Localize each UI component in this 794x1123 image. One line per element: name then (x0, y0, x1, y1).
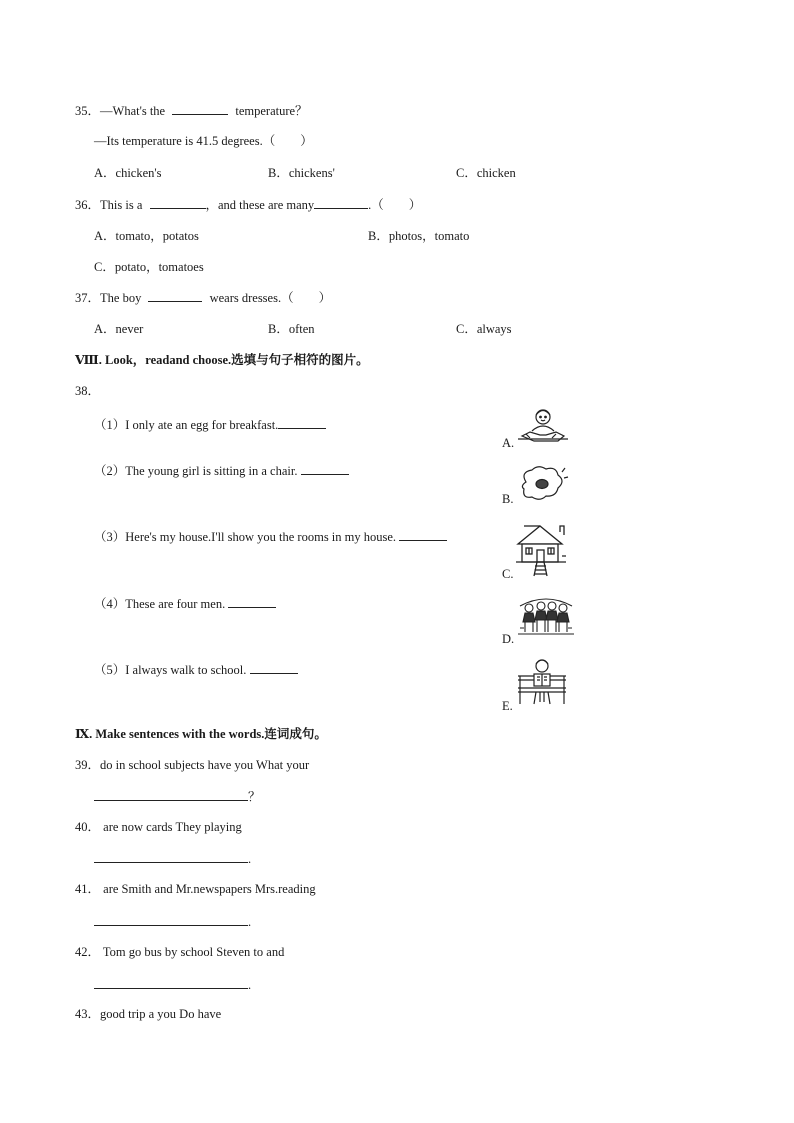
answer-blank[interactable] (278, 416, 326, 429)
question-number: 37． (75, 291, 101, 305)
answer-blank[interactable] (150, 196, 206, 209)
question-number: 39． (75, 758, 101, 772)
question-number: 42． (75, 945, 101, 959)
section-9-title: Ⅸ. Make sentences with the words.连词成句。 (75, 727, 327, 741)
question-42: 42． Tom go bus by school Steven to and (75, 945, 285, 959)
question-37: 37．The boy wears dresses.（ ） (75, 291, 332, 305)
option-b[interactable]: B．photos，tomato (368, 229, 470, 243)
picture-label-d: D. (502, 632, 515, 646)
answer-line-40: . (94, 850, 251, 867)
question-number: 43． (75, 1007, 101, 1021)
girl-in-chair-icon (514, 656, 570, 708)
answer-blank[interactable] (94, 976, 248, 989)
picture-label-e: E. (502, 699, 513, 713)
answer-blank[interactable] (399, 528, 447, 541)
question-40: 40． are now cards They playing (75, 820, 242, 834)
answer-blank[interactable] (314, 196, 368, 209)
answer-blank[interactable] (301, 462, 349, 475)
answer-line-42: . (94, 976, 251, 993)
match-item-5: （5）I always walk to school. (94, 661, 298, 678)
option-b[interactable]: B．chickens' (268, 166, 335, 180)
match-item-3: （3）Here's my house.I'll show you the rooms in my house. (94, 528, 447, 545)
option-c[interactable]: C．potato，tomatoes (94, 260, 204, 274)
question-41: 41． are Smith and Mr.newspapers Mrs.reading (75, 882, 316, 896)
answer-blank[interactable] (250, 661, 298, 674)
option-a[interactable]: A．never (94, 322, 144, 336)
picture-label-b: B. (502, 492, 514, 506)
answer-blank[interactable] (148, 289, 202, 302)
question-35: 35．—What's the temperature？ (75, 104, 308, 118)
answer-blank[interactable] (228, 595, 276, 608)
question-number: 36． (75, 198, 101, 212)
section-8-title: Ⅷ. Look，readand choose.选填与句子相符的图片。 (75, 353, 369, 367)
option-c[interactable]: C．chicken (456, 166, 516, 180)
group-of-men-icon (516, 592, 576, 640)
match-item-4: （4）These are four men. (94, 595, 276, 612)
option-c[interactable]: C．always (456, 322, 512, 336)
option-a[interactable]: A．tomato，potatos (94, 229, 199, 243)
question-number: 41． (75, 882, 101, 896)
picture-label-c: C. (502, 567, 514, 581)
option-b[interactable]: B．often (268, 322, 315, 336)
answer-blank[interactable] (172, 102, 228, 115)
picture-label-a: A. (502, 436, 515, 450)
question-number: 35． (75, 104, 101, 118)
question-35-line2: —Its temperature is 41.5 degrees.（ ） (94, 134, 313, 148)
match-item-2: （2）The young girl is sitting in a chair. (94, 462, 349, 479)
question-38-number: 38． (75, 384, 101, 398)
fried-egg-icon (516, 464, 570, 502)
girl-reading-icon (516, 406, 570, 446)
question-39: 39．do in school subjects have you What your (75, 758, 310, 772)
question-43: 43．good trip a you Do have (75, 1007, 222, 1021)
answer-blank[interactable] (94, 913, 248, 926)
option-a[interactable]: A．chicken's (94, 166, 162, 180)
house-icon (514, 522, 570, 578)
answer-line-41: . (94, 913, 251, 930)
answer-blank[interactable] (94, 788, 248, 801)
answer-blank[interactable] (94, 850, 248, 863)
question-36: 36．This is a ，and these are many .（ ） (75, 198, 422, 212)
match-item-1: （1）I only ate an egg for breakfast. (94, 416, 326, 433)
question-number: 40． (75, 820, 101, 834)
answer-line-39: ？ (94, 788, 261, 805)
